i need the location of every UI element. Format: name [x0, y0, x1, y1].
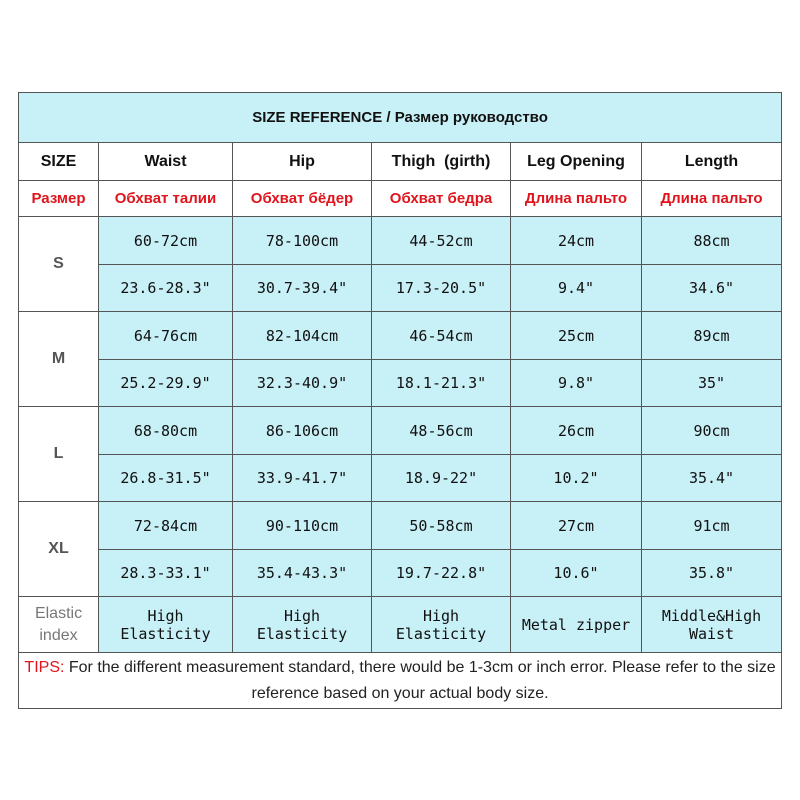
- elastic-line: Waist: [688, 624, 735, 643]
- hip-cm: 82-104cm: [233, 312, 372, 360]
- elastic-leg-opening: [511, 597, 642, 653]
- thigh-inch: 19.7-22.8": [372, 550, 511, 597]
- leg-opening-inch: 10.6": [511, 550, 642, 597]
- table-title: SIZE REFERENCE / Размер руководство: [19, 93, 782, 143]
- leg-opening-inch: 9.4": [511, 265, 642, 312]
- hip-inch: 35.4-43.3": [233, 550, 372, 597]
- thigh-cm: 50-58cm: [372, 502, 511, 550]
- hip-inch: 30.7-39.4": [233, 265, 372, 312]
- table-row: [19, 265, 782, 312]
- leg-opening-inch: 10.2": [511, 455, 642, 502]
- length-cm: 91cm: [642, 502, 782, 550]
- thigh-cm: 46-54cm: [372, 312, 511, 360]
- thigh-cm: 44-52cm: [372, 217, 511, 265]
- leg-opening-inch: 9.8": [511, 360, 642, 407]
- table-row: [19, 455, 782, 502]
- header-ru-length: Длина пальто: [642, 181, 782, 217]
- elastic-line: High: [422, 606, 460, 625]
- waist-cm: 64-76cm: [99, 312, 233, 360]
- thigh-inch: 17.3-20.5": [372, 265, 511, 312]
- header-ru-thigh: Обхват бедра: [372, 181, 511, 217]
- header-hip: Hip: [233, 143, 372, 181]
- thigh-inch: 18.9-22": [372, 455, 511, 502]
- hip-cm: 78-100cm: [233, 217, 372, 265]
- elastic-index-label: [19, 597, 99, 653]
- header-ru-size: Размер: [19, 181, 99, 217]
- size-label: S: [19, 217, 99, 312]
- header-waist: Waist: [99, 143, 233, 181]
- waist-inch: 26.8-31.5": [99, 455, 233, 502]
- length-inch: 35.8": [642, 550, 782, 597]
- tips-label: TIPS:: [24, 658, 65, 676]
- length-inch: 34.6": [642, 265, 782, 312]
- elastic-line: High: [283, 606, 321, 625]
- elastic-row: [19, 597, 782, 653]
- leg-opening-cm: 25cm: [511, 312, 642, 360]
- waist-inch: 28.3-33.1": [99, 550, 233, 597]
- waist-cm: 68-80cm: [99, 407, 233, 455]
- header-ru-leg-opening: Длина пальто: [511, 181, 642, 217]
- hip-cm: 90-110cm: [233, 502, 372, 550]
- length-cm: 89cm: [642, 312, 782, 360]
- thigh-cm: 48-56cm: [372, 407, 511, 455]
- header-length: Length: [642, 143, 782, 181]
- header-ru-waist: Обхват талии: [99, 181, 233, 217]
- leg-opening-cm: 27cm: [511, 502, 642, 550]
- table-row: [19, 312, 782, 360]
- hip-inch: 33.9-41.7": [233, 455, 372, 502]
- tips-note: [19, 653, 782, 709]
- waist-inch: 25.2-29.9": [99, 360, 233, 407]
- table-row: [19, 407, 782, 455]
- table-row: [19, 502, 782, 550]
- elastic-line: Elasticity: [120, 624, 211, 643]
- length-inch: 35": [642, 360, 782, 407]
- length-inch: 35.4": [642, 455, 782, 502]
- header-ru-hip: Обхват бёдер: [233, 181, 372, 217]
- elastic-waist: [99, 597, 233, 653]
- waist-inch: 23.6-28.3": [99, 265, 233, 312]
- size-label: XL: [19, 502, 99, 597]
- size-reference-table: [18, 92, 782, 709]
- size-label: L: [19, 407, 99, 502]
- size-label: M: [19, 312, 99, 407]
- waist-cm: 60-72cm: [99, 217, 233, 265]
- elastic-line: High: [147, 606, 184, 625]
- length-cm: 90cm: [642, 407, 782, 455]
- header-size: SIZE: [19, 143, 99, 181]
- hip-inch: 32.3-40.9": [233, 360, 372, 407]
- table-row: [19, 360, 782, 407]
- tips-text: For the different measurement standard, there would be 1-3cm or inch error. Please refer to the size reference based on your actual body size.: [64, 658, 776, 702]
- elastic-line: Elasticity: [256, 624, 348, 643]
- elastic-length: [642, 597, 782, 653]
- elastic-thigh: [372, 597, 511, 653]
- header-leg-opening: Leg Opening: [511, 143, 642, 181]
- table-row: [19, 217, 782, 265]
- elastic-label-line: Elastic: [34, 604, 83, 622]
- hip-cm: 86-106cm: [233, 407, 372, 455]
- waist-cm: 72-84cm: [99, 502, 233, 550]
- header-thigh: Thigh (girth): [372, 143, 511, 181]
- leg-opening-cm: 26cm: [511, 407, 642, 455]
- length-cm: 88cm: [642, 217, 782, 265]
- elastic-line: Metal zipper: [521, 615, 631, 634]
- leg-opening-cm: 24cm: [511, 217, 642, 265]
- thigh-inch: 18.1-21.3": [372, 360, 511, 407]
- elastic-label-line: index: [39, 626, 78, 644]
- elastic-line: Elasticity: [395, 624, 487, 643]
- elastic-line: Middle&High: [661, 606, 762, 625]
- elastic-hip: [233, 597, 372, 653]
- table-row: [19, 550, 782, 597]
